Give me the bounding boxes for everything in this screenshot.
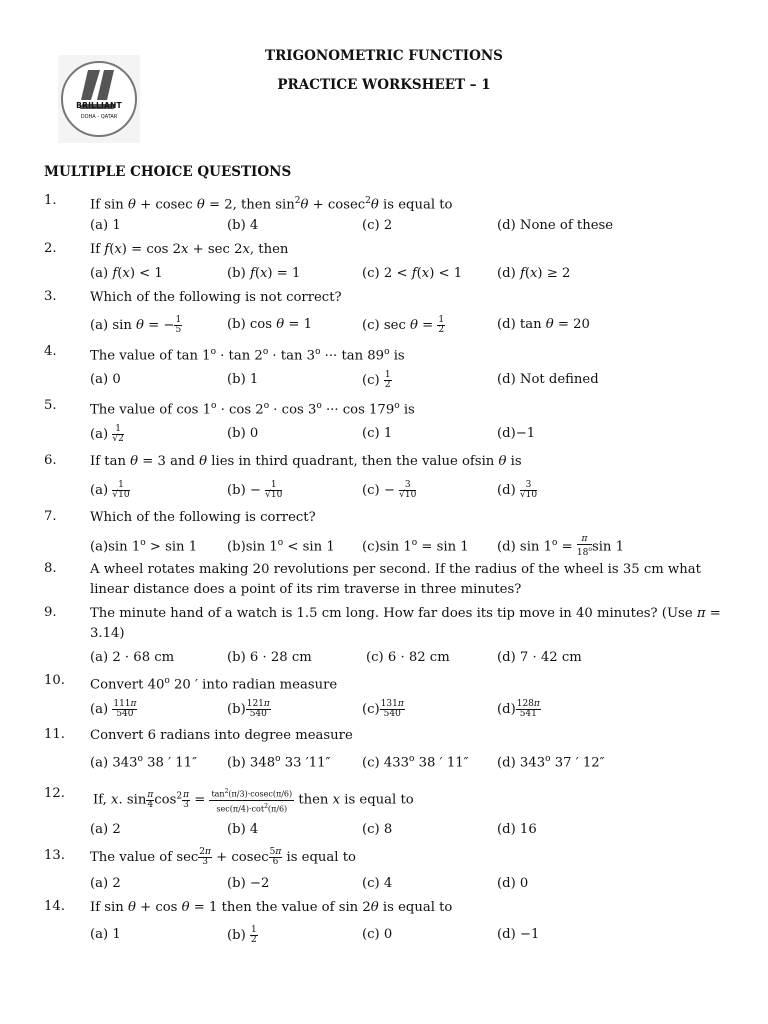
option-d[interactable]: (d)−1	[497, 426, 536, 441]
question-number: 11.	[44, 727, 65, 742]
option-d[interactable]: (d) None of these	[497, 218, 614, 233]
option-b[interactable]: (b) $\frac{1}{2}$	[227, 925, 257, 945]
option-b[interactable]: (b) 4	[227, 218, 259, 233]
question-text: If, x. sin $\frac{\pi}{4}$ $\cos^2$ $\frac{\pi}{3}$ = $\tan^2(\pi/3)\cdot cosec(\pi/6)$ $\sec(\pi/4)\cdot\cot^2(\pi/6)$ then x is equal to	[93, 788, 414, 814]
option-a[interactable]: (a) $\frac{111\pi}{540}$	[90, 699, 137, 719]
option-c[interactable]: (c) 4	[362, 876, 393, 891]
option-b[interactable]: (b) f(x) = 1	[227, 266, 301, 281]
option-a[interactable]: (a) 2 · 68 cm	[90, 650, 175, 665]
option-d[interactable]: (d) Not defined	[497, 372, 599, 387]
logo-location-text: DOHA - QATAR	[80, 114, 118, 120]
option-b[interactable]: (b) 4	[227, 822, 259, 837]
option-a[interactable]: (a) sin θ = − $\frac{1}{5}$	[90, 315, 182, 335]
question-number: 4.	[44, 344, 57, 359]
option-d[interactable]: (d) −1	[497, 927, 540, 942]
option-a[interactable]: (a) 2	[90, 822, 121, 837]
option-a[interactable]: (a) 0	[90, 372, 121, 387]
question-text: Convert 40$^o$ 20 ′ into radian measure	[90, 676, 338, 693]
question-text: Which of the following is correct?	[90, 510, 316, 525]
option-a[interactable]: (a) 2	[90, 876, 121, 891]
question-number: 10.	[44, 673, 65, 688]
question-text: The minute hand of a watch is 1.5 cm long. How far does its tip move in 40 minutes? (Use π = 3.14)	[90, 606, 721, 641]
question-number: 5.	[44, 398, 57, 413]
option-d[interactable]: (d) 343$^o$ 37 ′ 12″	[497, 754, 605, 771]
question-number: 8.	[44, 561, 57, 576]
question-text: The value of $\tan 1^o \cdot \tan 2^o \cdot \tan 3^o$ ··· tan 89$^o$ is	[90, 347, 405, 364]
option-d[interactable]: (d) $\frac{128\pi}{541}$	[497, 699, 540, 719]
question-number: 3.	[44, 289, 57, 304]
option-b[interactable]: (b) 6 · 28 cm	[227, 650, 312, 665]
option-c[interactable]: (c) 2 < f(x) < 1	[362, 266, 463, 281]
question-text: The value of sec $\frac{2\pi}{3}$ + cosec $\frac{5\pi}{6}$ is equal to	[90, 847, 356, 867]
option-c[interactable]: (c) 8	[362, 822, 393, 837]
question-text: Which of the following is not correct?	[90, 290, 342, 305]
option-a[interactable]: (a) f(x) < 1	[90, 266, 163, 281]
option-d[interactable]: (d) 16	[497, 822, 537, 837]
option-d[interactable]: (d) 0	[497, 876, 529, 891]
option-b[interactable]: (b) 0	[227, 426, 259, 441]
option-b[interactable]: (b) 1	[227, 372, 259, 387]
option-b[interactable]: (b) −2	[227, 876, 270, 891]
option-c[interactable]: (c) 6 · 82 cm	[366, 650, 450, 665]
option-b[interactable]: (b) 348$^o$ 33 ′11″	[227, 754, 331, 771]
worksheet-title: TRIGONOMETRIC FUNCTIONS	[265, 48, 503, 64]
option-d[interactable]: (d) $\sin 1^o$ = $\frac{\pi}{18^o}$ sin 1	[497, 534, 624, 559]
question-number: 1.	[44, 193, 57, 208]
worksheet-subtitle: PRACTICE WORKSHEET – 1	[277, 77, 491, 93]
question-number: 6.	[44, 453, 57, 468]
option-c[interactable]: (c)sin $1^o = \sin 1$	[362, 538, 469, 555]
option-c[interactable]: (c) 2	[362, 218, 393, 233]
option-c[interactable]: (c) 0	[362, 927, 393, 942]
question-text: If sin θ + cos θ = 1 then the value of sin 2θ is equal to	[90, 900, 453, 915]
option-a[interactable]: (a) 343$^o$ 38 ′ 11″	[90, 754, 197, 771]
option-c[interactable]: (c) $\frac{1}{2}$	[362, 370, 391, 390]
option-c[interactable]: (c) 433$^o$ 38 ′ 11″	[362, 754, 469, 771]
question-number: 9.	[44, 605, 57, 620]
question-text: The value of $\cos 1^o \cdot \cos 2^o \cdot \cos 3^o$ ··· cos 179$^o$ is	[90, 401, 415, 418]
question-text: If tan θ = 3 and θ lies in third quadrant, then the value ofsin θ is	[90, 454, 522, 469]
question-text: If f(x) = cos 2x + sec 2x, then	[90, 242, 289, 257]
option-a[interactable]: (a) $\frac{1}{√2}$	[90, 424, 124, 444]
option-d[interactable]: (d) f(x) ≥ 2	[497, 266, 571, 281]
brilliant-logo	[58, 55, 140, 143]
option-b[interactable]: (b) − $\frac{1}{√10}$	[227, 480, 283, 500]
option-c[interactable]: (c) 1	[362, 426, 393, 441]
question-text: Convert 6 radians into degree measure	[90, 728, 353, 743]
option-d[interactable]: (d) $\frac{3}{√10}$	[497, 480, 538, 500]
question-number: 2.	[44, 241, 57, 256]
question-number: 12.	[44, 786, 65, 801]
logo-brand-text: BRILLIANT	[76, 101, 122, 110]
question-text: If sin θ + cosec θ = 2, then $\sin^2\theta + cosec^2\theta$ is equal to	[90, 196, 453, 213]
option-b[interactable]: (b)sin $1^o < \sin 1$	[227, 538, 335, 555]
option-a[interactable]: (a) $\frac{1}{√10}$	[90, 480, 130, 500]
option-b[interactable]: (b) cos θ = 1	[227, 317, 312, 332]
option-d[interactable]: (d) 7 · 42 cm	[497, 650, 582, 665]
option-b[interactable]: (b) $\frac{121\pi}{540}$	[227, 699, 270, 719]
option-d[interactable]: (d) tan θ = 20	[497, 317, 590, 332]
question-text: A wheel rotates making 20 revolutions per second. If the radius of the wheel is 35 cm what linear distance does a point of its rim traverse in three minutes?	[90, 562, 701, 597]
option-c[interactable]: (c) $\frac{131\pi}{540}$	[362, 699, 404, 719]
option-c[interactable]: (c) sec θ = $\frac{1}{2}$	[362, 315, 445, 335]
option-c[interactable]: (c) − $\frac{3}{√10}$	[362, 480, 417, 500]
section-title: MULTIPLE CHOICE QUESTIONS	[44, 164, 292, 180]
question-number: 13.	[44, 848, 65, 863]
option-a[interactable]: (a)sin $1^o > \sin 1$	[90, 538, 198, 555]
question-number: 7.	[44, 509, 57, 524]
option-a[interactable]: (a) 1	[90, 218, 121, 233]
question-number: 14.	[44, 899, 65, 914]
option-a[interactable]: (a) 1	[90, 927, 121, 942]
